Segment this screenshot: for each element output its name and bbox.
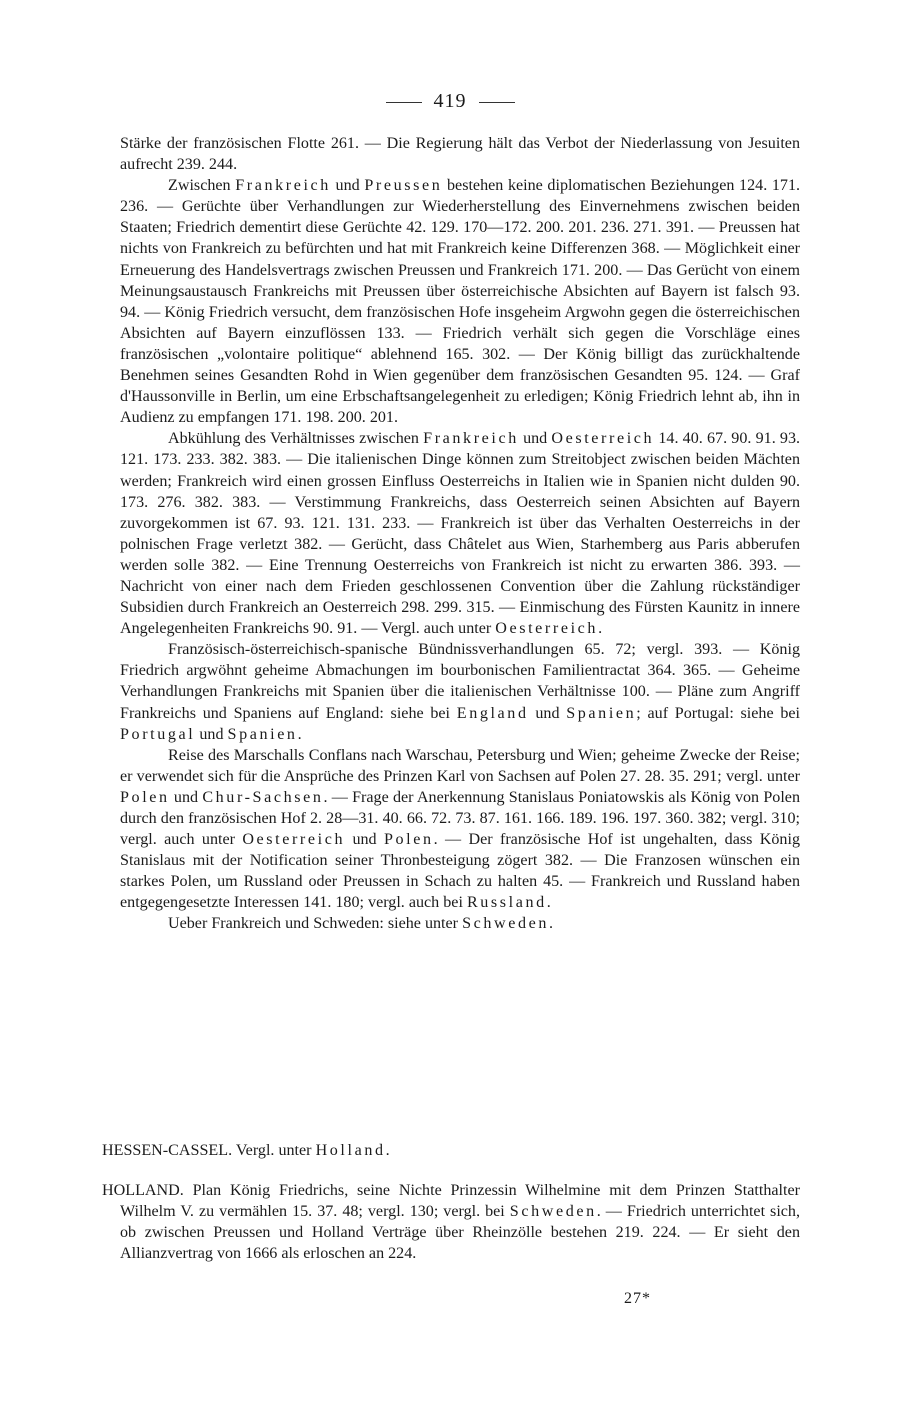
header-rule-left [386, 102, 422, 103]
index-entry-holland [102, 1180, 800, 1264]
text-segment: und [345, 831, 384, 849]
text-segment: . [549, 915, 554, 933]
spaced-name: Oesterreich [495, 620, 599, 638]
spaced-name: Polen [383, 831, 434, 849]
spaced-name: Chur-Sachsen [202, 788, 324, 806]
spaced-name: Oesterreich [551, 430, 655, 448]
spaced-name: Spanien [566, 704, 637, 722]
paragraph [120, 175, 800, 428]
text-segment: . [385, 1142, 390, 1159]
paragraph [120, 428, 800, 639]
header-rule-right [479, 102, 515, 103]
text-segment: und [330, 177, 365, 195]
paragraph [120, 745, 800, 914]
text-segment: . — Frage der Anerkennung Stanislaus Poniatowskis als König von Polen durch den französischen Hof 2. 28—31. 40. 66. 72. 73. 87. 161. 166. 189. 196. 197. 360. 382; vergl. 310; vergl. auch unter [120, 788, 801, 849]
text-segment: . [297, 725, 302, 743]
body-text [120, 133, 800, 935]
text-segment: . — Der französische Hof ist ungehalten, dass König Stanislaus mit der Notification seiner Thronbesteigung zögert 382. — Die Franzosen wünschen ein starkes Polen, um Russland oder Preussen in Schach zu halten 45. — Frankreich und Russland haben entgegengesetzte Interessen 141. 180; vergl. auch bei [120, 831, 800, 912]
text-segment: bestehen keine diplomatischen Beziehungen 124. 171. 236. — Gerüchte über Verhandlungen zur Wiederherstellung des Einvernehmens zwischen beiden Staaten; Friedrich dementirt diese Gerüchte 42. 129. 170—172. 200. 201. 236. 271. 391. — Preussen hat nichts von Frankreich zu befürchten und hat mit Frankreich keine Differenzen 368. — Möglichkeit einer Erneuerung des Handelsvertrags zwischen Preussen und Frankreich 171. 200. — Das Gerücht von einem Meinungsaustausch Frankreichs mit Preussen über österreichische Absichten auf Bayern ist falsch 93. 94. — König Friedrich versucht, dem französischen Hofe insgeheim Argwohn gegen die österreichischen Absichten auf Bayern einzuflössen 133. — Friedrich verhält sich gegen die Vorschläge eines französischen „volontaire politique“ ablehnend 165. 302. — Der König billigt das zurückhaltende Benehmen seines Gesandten Rohd in Wien gegenüber dem französischen Gesandten 95. 124. — Graf d'Haussonville in Berlin, um eine Erbschaftsangelegenheit zu erledigen; König Friedrich lehnt ab, ihn in Audienz zu empfangen 171. 198. 200. 201. [120, 177, 801, 427]
spaced-name: Preussen [364, 177, 443, 195]
text-segment: ; auf Portugal: siehe bei [636, 704, 800, 722]
spaced-name: Frankreich [235, 177, 331, 195]
text-segment: 14. 40. 67. 90. 91. 93. 121. 173. 233. 382. 383. — Die italienischen Dinge können zum Streitobject zwischen beiden Mächten werden; Frankreich wird einen grossen Einfluss Oesterreichs in Italien wie in Spanien nicht dulden 90. 173. 276. 382. 383. — Verstimmung Frankreichs, dass Oesterreich seinen Absichten auf Bayern zuvorgekommen ist 67. 93. 121. 131. 233. — Frankreich ist über das Verhalten Oesterreichs in der polnischen Frage verletzt 382. — Gerücht, dass Châtelet aus Wien, Starhemberg aus Paris abberufen werden solle 382. — Eine Trennung Oesterreichs von Frankreich ist nicht zu erwarten 386. 393. — Nachricht von einer nach dem Frieden geschlossenen Convention über die Zahlung rückständiger Subsidien durch Frankreich an Oesterreich 298. 299. 315. — Einmischung des Fürsten Kaunitz in innere Angelegenheiten Frankreichs 90. 91. — Vergl. auch unter [120, 430, 801, 638]
text-segment: HOLLAND. Plan König Friedrichs, seine Nichte Prinzessin Wilhelmine mit dem Prinzen Statthalter Wilhelm V. zu vermählen 15. 37. 48; vergl. 130; vergl. bei [102, 1182, 800, 1221]
text-segment: . — Friedrich unterrichtet sich, ob zwischen Preussen und Holland Verträge über Rheinzölle bestehen 219. 224. — Er sieht den Allianzvertrag von 1666 als erloschen an 224. [120, 1203, 801, 1263]
index-entry-hessen-cassel [102, 1140, 800, 1161]
signature-mark: 27* [624, 1290, 651, 1307]
spaced-name: Frankreich [423, 430, 519, 448]
spaced-name: Polen [120, 788, 170, 806]
text-segment: Stärke der französischen Flotte 261. — Die Regierung hält das Verbot der Niederlassung von Jesuiten aufrecht 239. 244. [120, 135, 800, 174]
text-segment: Reise des Marschalls Conflans nach Warschau, Petersburg und Wien; geheime Zwecke der Reise; er verwendet sich für die Ansprüche des Prinzen Karl von Sachsen auf Polen 27. 28. 35. 291; vergl. unter [120, 746, 800, 785]
text-segment: und [169, 788, 203, 806]
spaced-name: Oesterreich [242, 831, 346, 849]
spaced-name: England [456, 704, 529, 722]
text-segment: HESSEN-CASSEL. Vergl. unter [102, 1142, 316, 1159]
text-segment: Abkühlung des Verhältnisses zwischen [168, 430, 424, 448]
spaced-name: Schweden [462, 915, 550, 933]
spaced-name: Holland [315, 1142, 386, 1159]
paragraph [120, 639, 800, 744]
index-entries [102, 1140, 800, 1264]
spaced-name: Spanien [227, 725, 298, 743]
spaced-name: Portugal [120, 725, 196, 743]
text-segment: . [546, 894, 551, 912]
spaced-name: Schweden [509, 1203, 597, 1221]
text-segment: Französisch-österreichisch-spanische Bündnissverhandlungen 65. 72; vergl. 393. — König Friedrich argwöhnt geheime Abmachungen im bourbonischen Familientractat 364. 365. — Geheime Verhandlungen Frankreichs mit Spanien über die italienischen Verhältnisse 100. — Pläne zum Angriff Frankreichs und Spaniens auf England: siehe bei [120, 641, 800, 722]
text-segment: Zwischen [168, 177, 236, 195]
text-segment: . [598, 620, 603, 638]
text-segment: und [195, 725, 228, 743]
paragraph [120, 133, 800, 175]
page-header [0, 86, 900, 116]
page-number: 419 [433, 90, 467, 112]
spaced-name: Russland [466, 894, 547, 912]
paragraph [120, 913, 800, 934]
text-segment: Ueber Frankreich und Schweden: siehe unter [168, 915, 463, 933]
text-segment: und [518, 430, 552, 448]
text-segment: und [528, 704, 567, 722]
